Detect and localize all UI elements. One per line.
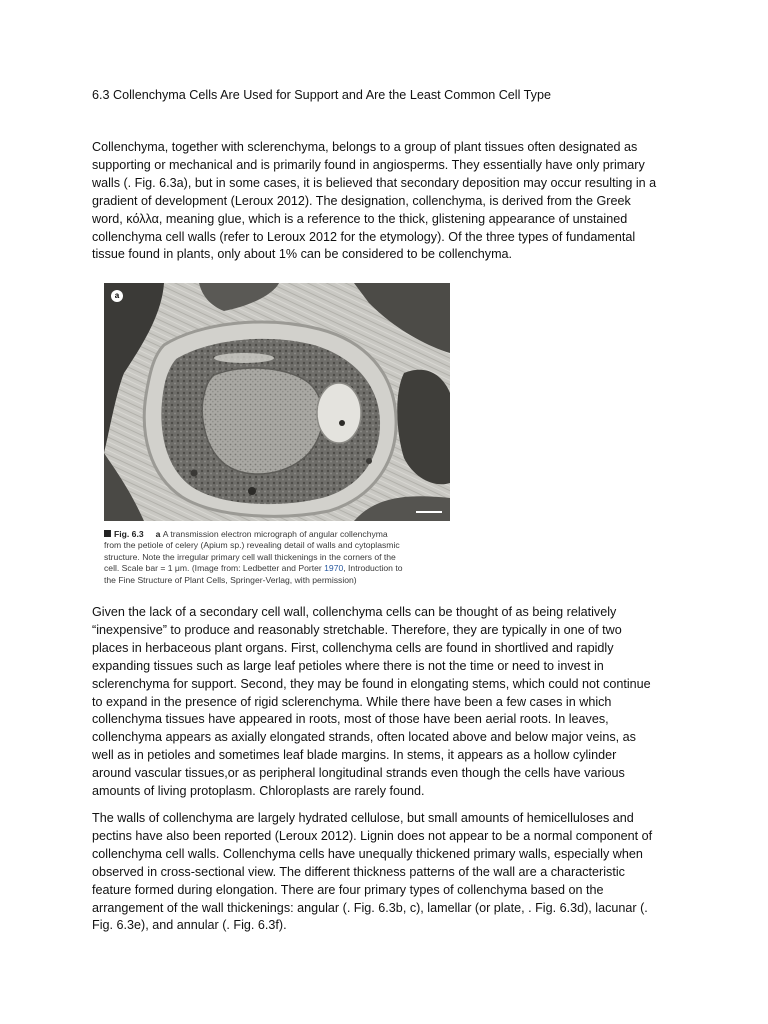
paragraph-line: “inexpensive” to produce and reasonably stretchable. Therefore, they are typically in one of two xyxy=(92,622,622,637)
paragraph-line: places in herbaceous plant organs. First, collenchyma cells are found in shortlived and rapidly xyxy=(92,640,614,655)
caption-line: structure. Note the irregular primary cell wall thickenings in the corners of the xyxy=(104,551,396,562)
paragraph-line: amounts of living protoplasm. Chloroplasts are rarely found. xyxy=(92,784,425,799)
figure-caption xyxy=(104,529,456,586)
caption-line: from the petiole of celery (Apium sp.) revealing detail of walls and cytoplasmic xyxy=(104,540,400,551)
caption-text: , Introduction to xyxy=(343,563,403,574)
caption-line xyxy=(104,563,456,574)
paragraph-line: expanding tissues such as large leaf petioles where there is not the time or need to invest in xyxy=(92,658,604,673)
paragraph-line: supporting or mechanical and is primarily found in angiosperms. They essentially have only primary xyxy=(92,157,645,172)
paragraph-line: observed in cross-sectional view. The different thickness patterns of the wall are a characteristic xyxy=(92,864,625,879)
paragraph-line: pectins have also been reported (Leroux 2012). Lignin does not appear to be a normal component of xyxy=(92,828,653,843)
caption-line xyxy=(104,529,456,540)
paragraph-line: collenchyma appears as axially elongated strands, often located above and below major veins, as xyxy=(92,730,636,745)
paragraph-line: collenchyma tissues have appeared in roots, most of those have been aerial roots. In leaves, xyxy=(92,712,609,727)
paragraph-line: word, κόλλα, meaning glue, which is a reference to the thick, glistening appearance of unstained xyxy=(92,211,628,226)
paragraph-line: around vascular tissues,or as peripheral longitudinal strands even though the cells have various xyxy=(92,766,625,781)
caption-text: A transmission electron micrograph of angular collenchyma xyxy=(162,529,388,539)
caption-square-icon xyxy=(104,530,111,537)
caption-text: cell. Scale bar = 1 μm. (Image from: Ledbetter and Porter xyxy=(104,563,325,574)
paragraph-1 xyxy=(92,139,684,264)
paragraph-3 xyxy=(92,810,684,935)
caption-figure-label: Fig. 6.3 xyxy=(114,529,144,539)
paragraph-line: Given the lack of a secondary cell wall, collenchyma cells can be thought of as being relatively xyxy=(92,605,617,619)
paragraph-line: feature formed during elongation. There are four primary types of collenchyma based on the xyxy=(92,882,604,897)
caption-line: the Fine Structure of Plant Cells, Springer-Verlag, with permission) xyxy=(104,574,357,585)
paragraph-line: to expand in the presence of rigid sclerenchyma. While there have been a few cases in which xyxy=(92,694,612,709)
paragraph-line: sclerenchyma for support. Second, they may be found in elongating stems, which could not continue xyxy=(92,676,651,691)
paragraph-line: arrangement of the wall thickenings: angular (. Fig. 6.3b, c), lamellar (or plate, . Fig. 6.3d), lacunar (. xyxy=(92,900,648,915)
panel-label: a xyxy=(111,290,123,302)
caption-panel-letter: a xyxy=(155,529,161,539)
paragraph-line: The walls of collenchyma are largely hydrated cellulose, but small amounts of hemicelluloses and xyxy=(92,811,634,825)
electron-micrograph-image xyxy=(104,283,450,521)
paragraph-line: gradient of development (Leroux 2012). The designation, collenchyma, is derived from the Greek xyxy=(92,193,631,208)
paragraph-line: tissue found in plants, only about 1% can be considered to be collenchyma. xyxy=(92,247,513,262)
paragraph-line: well as in petioles and sometimes leaf blade margins. In stems, it appears as a hollow cylinder xyxy=(92,748,617,763)
section-heading: 6.3 Collenchyma Cells Are Used for Support and Are the Least Common Cell Type xyxy=(92,88,551,102)
paragraph-line: Collenchyma, together with sclerenchyma, belongs to a group of plant tissues often designated as xyxy=(92,140,638,154)
paragraph-line: Fig. 6.3e), and annular (. Fig. 6.3f). xyxy=(92,918,287,933)
paragraph-line: walls (. Fig. 6.3a), but in some cases, it is believed that secondary deposition may occur resulting in a xyxy=(92,175,657,190)
paragraph-2 xyxy=(92,604,684,801)
caption-reference-link[interactable]: 1970 xyxy=(324,563,344,574)
paragraph-line: collenchyma cell walls (refer to Leroux 2012 for the etymology). Of the three types of fundamental xyxy=(92,229,636,244)
figure-6-3 xyxy=(104,283,450,583)
paragraph-line: collenchyma cell walls. Collenchyma cells have unequally thickened primary walls, especially when xyxy=(92,846,643,861)
